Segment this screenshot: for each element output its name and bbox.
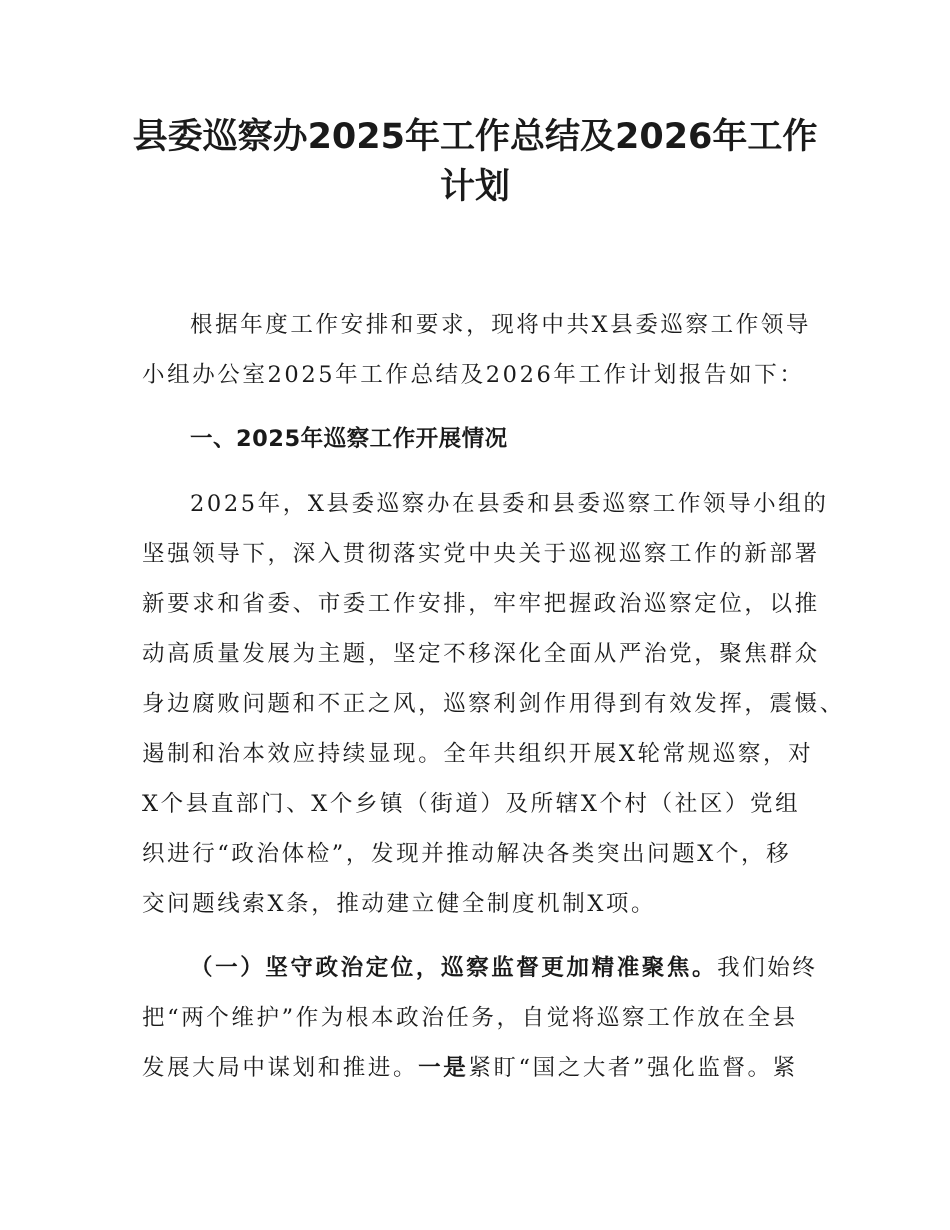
subsection-lead: （一）坚守政治定位，巡察监督更加精准聚焦。 bbox=[190, 955, 718, 981]
paragraph-line: 坚强领导下，深入贯彻落实党中央关于巡视巡察工作的新部署 bbox=[142, 541, 820, 567]
intro-line-2: 小组办公室2025年工作总结及2026年工作计划报告如下： bbox=[142, 362, 805, 388]
section-heading: 一、2025年巡察工作开展情况 bbox=[190, 426, 508, 452]
paragraph-text: 紧盯“国之大者”强化监督。紧 bbox=[468, 1055, 798, 1081]
paragraph-line bbox=[142, 1053, 822, 1083]
title-line-2: 计划 bbox=[439, 167, 510, 207]
paragraph-line: 2025年，X县委巡察办在县委和县委巡察工作领导小组的 bbox=[190, 491, 829, 517]
page-title bbox=[0, 112, 950, 212]
paragraph-line: 动高质量发展为主题，坚定不移深化全面从严治党，聚焦群众 bbox=[142, 641, 820, 667]
paragraph-line bbox=[190, 953, 870, 983]
paragraph-line: 把“两个维护”作为根本政治任务，自觉将巡察工作放在全县 bbox=[142, 1005, 798, 1031]
paragraph-line: 交问题线索X条，推动建立健全制度机制X项。 bbox=[142, 891, 657, 917]
point-marker: 一是 bbox=[418, 1055, 469, 1081]
paragraph-line: 织进行“政治体检”，发现并推动解决各类突出问题X个，移 bbox=[142, 841, 792, 867]
paragraph-line: 身边腐败问题和不正之风，巡察利剑作用得到有效发挥，震慑、 bbox=[142, 691, 845, 717]
paragraph-text: 发展大局中谋划和推进。 bbox=[142, 1055, 419, 1081]
paragraph-line: 新要求和省委、市委工作安排，牢牢把握政治巡察定位，以推 bbox=[142, 591, 820, 617]
paragraph-line: 遏制和治本效应持续显现。全年共组织开展X轮常规巡察，对 bbox=[142, 741, 814, 767]
intro-line-1: 根据年度工作安排和要求，现将中共X县委巡察工作领导 bbox=[190, 312, 812, 338]
paragraph-line: X个县直部门、X个乡镇（街道）及所辖X个村（社区）党组 bbox=[142, 791, 801, 817]
title-line-1: 县委巡察办2025年工作总结及2026年工作 bbox=[132, 117, 818, 157]
paragraph-text: 我们始终 bbox=[717, 955, 818, 981]
